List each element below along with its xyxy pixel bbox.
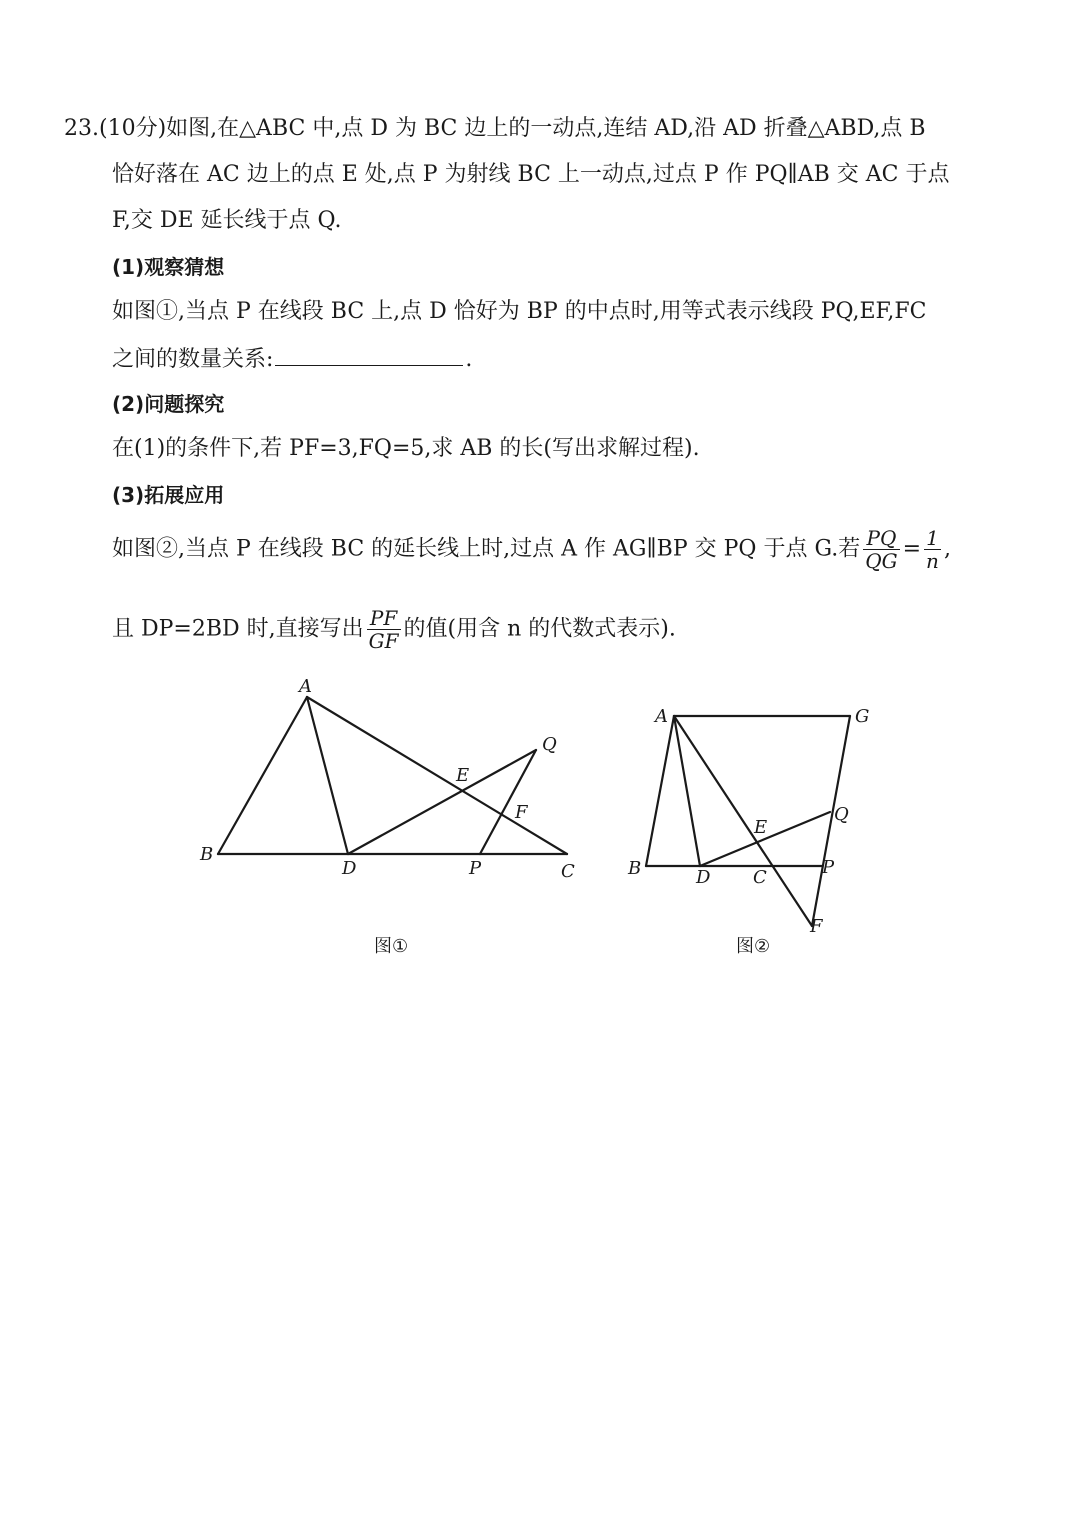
label-d: D bbox=[342, 858, 357, 879]
label-a: A bbox=[299, 676, 312, 697]
segment-ab bbox=[646, 716, 674, 866]
label-c: C bbox=[561, 861, 575, 882]
segment-af bbox=[674, 716, 812, 926]
label-b: B bbox=[628, 858, 642, 879]
label-e: E bbox=[456, 765, 470, 786]
segment-ac bbox=[307, 697, 567, 854]
label-f: F bbox=[810, 916, 823, 937]
part1-heading: (1)观察猜想 bbox=[112, 255, 225, 279]
fraction-numerator: PQ bbox=[863, 527, 899, 550]
label-d: D bbox=[696, 867, 711, 888]
part3-line-1-text: 如图②,当点 P 在线段 BC 的延长线上时,过点 A 作 AG∥BP 交 PQ 于点 G.若 bbox=[112, 536, 861, 562]
part3-line-1 bbox=[112, 527, 951, 572]
segment-ab bbox=[218, 697, 307, 854]
part1-line-2 bbox=[112, 343, 472, 375]
fraction-denominator: QG bbox=[865, 549, 898, 573]
problem-line-3: F,交 DE 延长线于点 Q. bbox=[112, 208, 342, 233]
fraction-numerator: PF bbox=[367, 607, 401, 630]
label-e: E bbox=[754, 817, 768, 838]
part1-line-2-text: 之间的数量关系: bbox=[112, 347, 274, 372]
equals-sign: = bbox=[902, 536, 922, 562]
segment-ad bbox=[674, 716, 700, 866]
label-c: C bbox=[753, 867, 767, 888]
label-g: G bbox=[855, 706, 870, 727]
part2-line-1: 在(1)的条件下,若 PF=3,FQ=5,求 AB 的长(写出求解过程). bbox=[112, 436, 700, 461]
problem-line-2: 恰好落在 AC 边上的点 E 处,点 P 为射线 BC 上一动点,过点 P 作 PQ∥AB 交 AC 于点 bbox=[112, 162, 950, 187]
label-p: P bbox=[469, 858, 482, 879]
part3-line-2 bbox=[112, 607, 676, 652]
part1-line-2-end: . bbox=[465, 347, 473, 372]
segment-ad bbox=[307, 697, 348, 854]
fraction-pq-qg bbox=[863, 527, 899, 572]
part2-heading: (2)问题探究 bbox=[112, 392, 225, 416]
fraction-denominator: GF bbox=[368, 629, 399, 653]
label-q: Q bbox=[542, 734, 557, 755]
fraction-one-over-n bbox=[924, 527, 941, 572]
label-p: P bbox=[822, 857, 835, 878]
part1-line-1: 如图①,当点 P 在线段 BC 上,点 D 恰好为 BP 的中点时,用等式表示线段 PQ,EF,FC bbox=[112, 299, 927, 324]
part3-line-1-end: , bbox=[943, 536, 951, 562]
part3-line-2-text: 且 DP=2BD 时,直接写出 bbox=[112, 616, 364, 642]
fraction-numerator: 1 bbox=[924, 527, 941, 550]
fraction-denominator: n bbox=[926, 549, 939, 573]
part3-line-2-end: 的值(用含 n 的代数式表示). bbox=[403, 616, 676, 642]
label-q: Q bbox=[834, 804, 849, 825]
figure-1-caption: 图① bbox=[374, 936, 409, 957]
answer-blank[interactable] bbox=[275, 343, 463, 366]
problem-line-1: 23.(10分)如图,在△ABC 中,点 D 为 BC 边上的一动点,连结 AD,沿 AD 折叠△ABD,点 B bbox=[64, 116, 926, 141]
label-b: B bbox=[200, 844, 214, 865]
label-f: F bbox=[515, 802, 528, 823]
fraction-pf-gf bbox=[367, 607, 401, 652]
part3-heading: (3)拓展应用 bbox=[112, 483, 225, 507]
figure-1-diagram bbox=[190, 670, 600, 900]
figure-2-diagram bbox=[620, 690, 880, 940]
figure-2-caption: 图② bbox=[736, 936, 771, 957]
label-a: A bbox=[655, 706, 668, 727]
